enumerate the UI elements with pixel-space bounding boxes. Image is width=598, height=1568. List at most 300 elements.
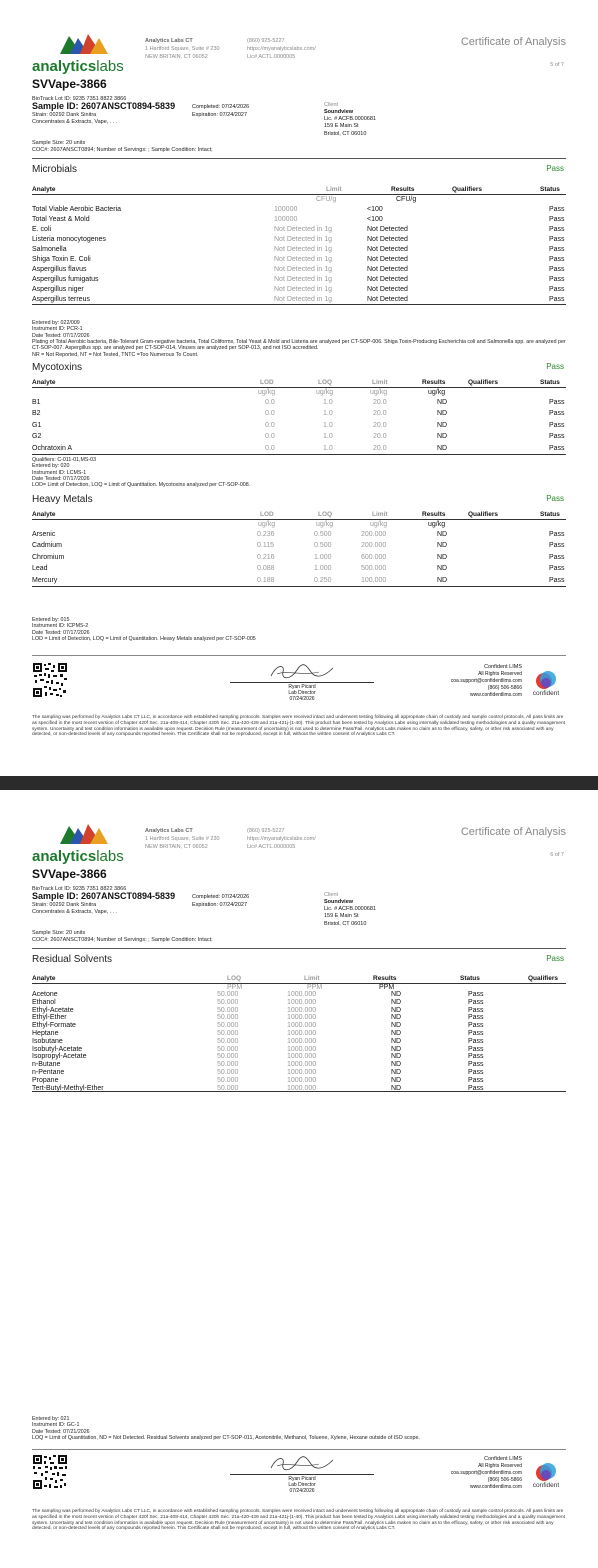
confident-name: Confident LIMS: [484, 1456, 522, 1462]
unit-results: PPM: [379, 984, 395, 991]
table-row: [32, 255, 566, 265]
cell-analyte: Ethyl-Acetate: [32, 1006, 74, 1014]
client-info: [324, 102, 376, 138]
cell-limit: 1000.000: [287, 998, 317, 1006]
cell-lod: 0.0: [265, 421, 275, 429]
col-status: Status: [460, 975, 480, 982]
table-row: [32, 1085, 566, 1093]
cell-status: Pass: [468, 1076, 484, 1084]
cell-status: Pass: [549, 246, 565, 253]
lab-address: [145, 828, 220, 852]
note-line: Qualifiers: C-011-01,MS-03: [32, 457, 97, 463]
table-row: [32, 1007, 566, 1015]
cell-limit: Not Detected in 1g: [274, 236, 332, 243]
note-line: Entered by: 021: [32, 1416, 70, 1422]
cell-status: Pass: [549, 296, 565, 303]
signer-name: Ryan Picard: [288, 1476, 316, 1482]
section-title-residual-solvents: Residual Solvents: [32, 954, 113, 965]
table-row: [32, 1069, 566, 1077]
cell-analyte: n-Butane: [32, 1061, 61, 1069]
cell-status: Pass: [549, 216, 565, 223]
sample-dates: [192, 893, 249, 910]
signature-line: [230, 682, 374, 683]
cell-status: Pass: [549, 542, 565, 550]
client-license: Lic. # ACFB.0000681: [324, 116, 376, 123]
lab-address: [145, 38, 220, 62]
cell-status: Pass: [468, 1037, 484, 1045]
cell-limit: 1000.000: [287, 991, 317, 998]
table-row: [32, 564, 566, 575]
cell-analyte: Isopropyl-Acetate: [32, 1053, 87, 1061]
section-pass-heavy-metals: Pass: [546, 494, 564, 503]
cell-loq: 1.0: [323, 399, 333, 406]
cell-loq: 0.250: [314, 576, 332, 584]
confident-name: Confident LIMS: [484, 664, 522, 670]
cell-analyte: Arsenic: [32, 531, 56, 538]
expiration-date: Expiration: 07/24/2027: [192, 902, 248, 909]
section-pass-residual-solvents: Pass: [546, 954, 564, 963]
cell-status: Pass: [468, 1053, 484, 1061]
coc: COC#: 2607ANSCT0894; Number of Servings: ; Sample Condition: Intact;: [32, 147, 213, 153]
cell-status: Pass: [468, 991, 484, 998]
confident-logo-word: confident: [532, 1482, 560, 1489]
expiration-date: Expiration: 07/24/2027: [192, 112, 248, 119]
disclaimer: The sampling was performed by Analytics Labs CT LLC, in accordance with established sampling protocols. Samples were received intact and underwent testing following all appropriate chain of custody and sample control protocols. All pass limits are as specified in the most recent version of Chapter 420f Sec. 21a-408-414, Chapter 420h Sec. 21a-420-429 and 21a-421j-(1-40). This product has been tested by Analytics Labs using internally validated testing methodologies and a quality management system. Uncertainty and test condition information is available upon request. Decision Rule (measurement of uncertainty) is not used to determine Pass/Fail. Analytics Labs makes no claim as to the efficacy, safety, or other risk associated with any detected, or non-detected levels of any compounds reported herein. This Certificate shall not be reproduced, except in full, without the written consent of Analytics Labs CT.: [32, 715, 565, 738]
table-header: [32, 378, 566, 388]
cell-limit: 600.000: [361, 553, 387, 561]
cell-limit: Not Detected in 1g: [274, 286, 332, 293]
cell-status: Pass: [549, 565, 565, 573]
cell-loq: 50.000: [217, 1022, 239, 1030]
signature-block: [32, 1452, 566, 1502]
cell-analyte: Ethyl-Ether: [32, 1014, 67, 1022]
cell-limit: 500.000: [361, 565, 387, 573]
cell-analyte: Aspergillus fumigatus: [32, 276, 99, 283]
cell-status: Pass: [468, 998, 484, 1006]
note-line: Instrument ID: LCMS-1: [32, 469, 87, 476]
cell-result: Not Detected: [367, 266, 408, 273]
microbials-table: [32, 185, 566, 305]
col-analyte: Analyte: [32, 186, 56, 193]
confident-info: [451, 664, 522, 698]
units-row: [32, 984, 566, 991]
table-row: [32, 1077, 566, 1085]
cell-analyte: Ethyl-Formate: [32, 1022, 76, 1030]
cell-limit: 1000.000: [287, 1006, 317, 1014]
unit-limit: CFU/g: [316, 196, 337, 203]
confident-logo: [526, 670, 566, 700]
note-line: NR = Not Reported, NT = Not Tested, TNTC =Too Numerous To Count.: [32, 351, 199, 358]
cell-limit: Not Detected in 1g: [274, 266, 332, 273]
col-status: Status: [540, 511, 560, 518]
cell-lod: 0.0: [265, 410, 275, 418]
signed-date: 07/24/2026: [289, 1488, 315, 1494]
cell-status: Pass: [549, 266, 565, 273]
cell-analyte: Ochratoxin A: [32, 444, 73, 452]
section-title-mycotoxins: Mycotoxins: [32, 362, 83, 373]
cell-result: ND: [437, 444, 448, 452]
cell-analyte: B2: [32, 410, 41, 418]
cell-status: Pass: [549, 531, 565, 538]
cell-result: ND: [391, 998, 402, 1006]
cell-loq: 50.000: [217, 991, 239, 998]
table-row: [32, 225, 566, 235]
cell-status: Pass: [549, 286, 565, 293]
cell-result: ND: [391, 1037, 402, 1045]
note-line: Entered by: 022/009: [32, 320, 80, 326]
client-address1: 159 E Main St: [324, 123, 359, 130]
table-row: [32, 265, 566, 275]
cell-analyte: E. coli: [32, 226, 52, 233]
confident-web[interactable]: www.confidentlims.com: [470, 691, 522, 698]
cell-analyte: Acetone: [32, 991, 58, 998]
table-row: [32, 295, 566, 305]
table-row: [32, 1014, 566, 1022]
col-lod: LOD: [260, 511, 274, 518]
cell-result: Not Detected: [367, 296, 408, 303]
unit-loq: PPM: [227, 984, 243, 991]
table-row: [32, 1030, 566, 1038]
lab-director-signature: [230, 660, 374, 704]
note-line: Entered by: 020: [32, 463, 70, 470]
cell-analyte: Shiga Toxin E. Coli: [32, 256, 91, 263]
cell-result: <100: [367, 206, 383, 213]
cell-result: ND: [391, 1029, 402, 1037]
cell-limit: 1000.000: [287, 1061, 317, 1069]
cell-status: Pass: [468, 1022, 484, 1030]
signature-scribble-icon: [267, 662, 337, 682]
cell-result: ND: [391, 1076, 402, 1084]
lab-address-line2: NEW BRITAIN, CT 06052: [145, 53, 208, 60]
cell-limit: 1000.000: [287, 1029, 317, 1037]
cell-result: ND: [437, 553, 448, 561]
table-row: [32, 1061, 566, 1069]
cell-status: Pass: [468, 1006, 484, 1014]
confident-rights: All Rights Reserved: [478, 671, 522, 678]
cell-analyte: Total Yeast & Mold: [32, 216, 90, 223]
cell-lod: 0.188: [257, 576, 275, 584]
coc: COC#: 2607ANSCT0894; Number of Servings: ; Sample Condition: Intact;: [32, 937, 213, 943]
logo-word-light: labs: [96, 58, 124, 75]
cell-result: Not Detected: [367, 276, 408, 283]
page-separator: [0, 776, 598, 790]
cell-limit: 1000.000: [287, 1014, 317, 1022]
confident-web[interactable]: www.confidentlims.com: [470, 1483, 522, 1490]
logo-word-bold: analytics: [32, 848, 97, 865]
cell-limit: 100000: [274, 206, 298, 213]
col-qualifiers: Qualifiers: [452, 186, 482, 193]
confident-phone: (866) 506-5866: [487, 1476, 522, 1483]
lab-license: Lic# ACTL.0000005: [247, 843, 296, 850]
qr-code-icon[interactable]: [32, 662, 68, 698]
cell-analyte: Salmonella: [32, 246, 67, 253]
cell-lod: 0.0: [265, 399, 275, 406]
cell-result: ND: [437, 565, 448, 573]
table-row: [32, 1022, 566, 1030]
table-header: [32, 510, 566, 520]
unit-loq: ug/kg: [316, 389, 334, 396]
col-status: Status: [540, 379, 560, 386]
cell-loq: 1.0: [323, 444, 333, 452]
cell-status: Pass: [549, 256, 565, 263]
cell-loq: 50.000: [217, 998, 239, 1006]
logo-word-light: labs: [96, 848, 124, 865]
section-title-microbials: Microbials: [32, 164, 78, 175]
cell-loq: 1.000: [314, 553, 332, 561]
unit-results: ug/kg: [428, 389, 446, 396]
col-limit: Limit: [326, 186, 342, 193]
note-line: Date Tested: 07/17/2026: [32, 476, 90, 483]
col-limit: Limit: [304, 975, 320, 982]
col-limit: Limit: [372, 379, 388, 386]
cell-loq: 50.000: [217, 1037, 239, 1045]
confident-logo: [526, 1462, 566, 1492]
cell-limit: Not Detected in 1g: [274, 276, 332, 283]
cell-status: Pass: [549, 410, 565, 418]
col-analyte: Analyte: [32, 975, 56, 982]
unit-loq: ug/kg: [316, 521, 334, 528]
cell-result: <100: [367, 216, 383, 223]
cell-result: ND: [391, 991, 402, 998]
cell-status: Pass: [549, 206, 565, 213]
cell-loq: 50.000: [217, 1006, 239, 1014]
signer-title: Lab Director: [288, 690, 316, 696]
cell-analyte: Mercury: [32, 576, 58, 584]
cell-analyte: Isobutane: [32, 1037, 63, 1045]
cell-loq: 0.500: [314, 542, 332, 550]
cell-analyte: Lead: [32, 565, 48, 573]
cell-status: Pass: [549, 276, 565, 283]
col-loq: LOQ: [318, 511, 333, 518]
cell-loq: 50.000: [217, 1068, 239, 1076]
cell-limit: 100.000: [361, 576, 387, 584]
divider: [32, 948, 566, 949]
cell-analyte: G1: [32, 421, 42, 429]
unit-lod: ug/kg: [258, 389, 276, 396]
page-number: 5 of 7: [550, 62, 564, 68]
units-row: [32, 195, 566, 205]
sample-info: [32, 868, 566, 944]
cell-status: Pass: [549, 421, 565, 429]
note-line: Entered by: 015: [32, 617, 70, 623]
confident-email[interactable]: coa.support@confidentlims.com: [450, 678, 522, 685]
heavy-metals-table: [32, 510, 566, 587]
client-label: Client: [324, 892, 339, 898]
cell-status: Pass: [549, 236, 565, 243]
table-row: [32, 1038, 566, 1046]
lab-url[interactable]: https://myanalyticslabs.com/: [247, 45, 316, 52]
lab-address-line2: NEW BRITAIN, CT 06052: [145, 843, 208, 850]
sample-size: Sample Size: 20 units: [32, 140, 86, 146]
lab-director-signature: [230, 1452, 374, 1496]
product-name: SVVape-3866: [32, 77, 107, 91]
cell-loq: 50.000: [217, 1045, 239, 1053]
note-line: LOQ = Limit of Quantitation, ND = Not Detected. Residual Solvents analyzed per CT-SOP-011, Acetonitrile, Methanol, Toluene, Xylene, Hexane outside of ISO scope.: [32, 1435, 420, 1442]
coa-page-6: [0, 790, 598, 1568]
col-limit: Limit: [372, 511, 388, 518]
cell-result: ND: [437, 433, 448, 441]
confident-info: [451, 1456, 522, 1490]
col-results: Results: [391, 186, 415, 193]
cell-loq: 50.000: [217, 1014, 239, 1022]
category: Concentrates & Extracts, Vape, . . .: [32, 909, 118, 915]
unit-limit: ug/kg: [370, 521, 388, 528]
cell-result: ND: [437, 421, 448, 429]
cell-limit: 1000.000: [287, 1076, 317, 1084]
col-results: Results: [422, 511, 446, 518]
table-row: [32, 205, 566, 215]
microbials-notes: [32, 320, 566, 358]
cell-analyte: Aspergillus flavus: [32, 266, 87, 273]
table-row: [32, 576, 566, 587]
cell-limit: 20.0: [373, 433, 387, 441]
cell-limit: 1000.000: [287, 1022, 317, 1030]
units-row: [32, 388, 566, 398]
cell-result: Not Detected: [367, 246, 408, 253]
lab-address-line1: 1 Hartford Square, Suite # 230: [145, 835, 220, 842]
doc-title: Certificate of Analysis: [460, 36, 566, 48]
heavy-metals-notes: [32, 617, 566, 642]
page-header: [32, 30, 566, 74]
lab-contact: [247, 38, 316, 62]
units-row: [32, 520, 566, 530]
client-name: Soundview: [324, 899, 354, 906]
cell-limit: 20.0: [373, 421, 387, 429]
qr-code-icon[interactable]: [32, 1454, 68, 1490]
cell-analyte: n-Pentane: [32, 1068, 65, 1076]
cell-loq: 1.000: [314, 565, 332, 573]
cell-result: ND: [437, 576, 448, 584]
cell-result: ND: [391, 1068, 402, 1076]
cell-status: Pass: [549, 553, 565, 561]
logo-word-bold: analytics: [32, 58, 97, 75]
table-row: [32, 285, 566, 295]
completed-date: Completed: 07/24/2026: [192, 894, 250, 900]
signed-date: 07/24/2026: [289, 696, 315, 702]
cell-loq: 50.000: [217, 1084, 239, 1092]
client-name: Soundview: [324, 109, 354, 116]
cell-limit: Not Detected in 1g: [274, 296, 332, 303]
cell-loq: 1.0: [323, 433, 333, 441]
unit-limit: ug/kg: [370, 389, 388, 396]
cell-loq: 50.000: [217, 1061, 239, 1069]
mycotoxins-notes: [32, 457, 566, 489]
analytics-labs-logo: [32, 32, 142, 74]
biotrack-id: BioTrack Lot ID: 9235 7351 8822 3866: [32, 96, 127, 102]
col-qualifiers: Qualifiers: [468, 511, 498, 518]
lab-url[interactable]: https://myanalyticslabs.com/: [247, 835, 316, 842]
sample-dates: [192, 103, 249, 120]
cell-limit: 20.0: [373, 410, 387, 418]
table-row: [32, 235, 566, 245]
note-line: LOD= Limit of Detection, LOQ = Limit of Quantitation. Mycotoxins analyzed per CT-SOP-008.: [32, 482, 251, 489]
cell-limit: 1000.000: [287, 1053, 317, 1061]
cell-limit: Not Detected in 1g: [274, 256, 332, 263]
unit-lod: ug/kg: [258, 521, 276, 528]
lab-contact: [247, 828, 316, 852]
signature-scribble-icon: [267, 1454, 337, 1474]
col-analyte: Analyte: [32, 511, 56, 518]
table-row: [32, 541, 566, 552]
confident-logo-icon: [535, 1462, 557, 1482]
table-row: [32, 444, 566, 455]
note-line: LOD = Limit of Detection, LOQ = Limit of Quantitation. Heavy Metals analyzed per CT-SOP-005: [32, 636, 256, 643]
cell-analyte: Listeria monocytogenes: [32, 236, 106, 243]
divider: [32, 655, 566, 656]
confident-email[interactable]: coa.support@confidentlims.com: [450, 1470, 522, 1477]
cell-result: ND: [391, 1045, 402, 1053]
client-address2: Bristol, CT 06010: [324, 130, 367, 137]
table-row: [32, 409, 566, 420]
doc-title: Certificate of Analysis: [460, 826, 566, 838]
cell-result: ND: [391, 1014, 402, 1022]
cell-result: ND: [391, 1006, 402, 1014]
confident-rights: All Rights Reserved: [478, 1463, 522, 1470]
table-header: [32, 185, 566, 195]
cell-result: ND: [437, 399, 448, 406]
cell-result: ND: [391, 1084, 402, 1092]
divider: [32, 158, 566, 159]
cell-analyte: Total Viable Aerobic Bacteria: [32, 206, 121, 213]
cell-status: Pass: [468, 1029, 484, 1037]
lab-phone: (860) 925-5227: [247, 38, 285, 44]
table-row: [32, 999, 566, 1007]
cell-loq: 50.000: [217, 1076, 239, 1084]
completed-date: Completed: 07/24/2026: [192, 104, 250, 110]
note-line: Instrument ID: GC-1: [32, 1422, 80, 1429]
cell-limit: 20.0: [373, 444, 387, 452]
col-analyte: Analyte: [32, 379, 56, 386]
note-line: Instrument ID: ICPMS-2: [32, 623, 89, 630]
note-line: Date Tested: 07/17/2026: [32, 629, 90, 636]
cell-status: Pass: [549, 576, 565, 584]
table-row: [32, 275, 566, 285]
cell-status: Pass: [549, 433, 565, 441]
cell-result: ND: [437, 531, 448, 538]
table-row: [32, 530, 566, 541]
cell-loq: 1.0: [323, 421, 333, 429]
col-lod: LOD: [260, 379, 274, 386]
cell-limit: Not Detected in 1g: [274, 226, 332, 233]
table-row: [32, 432, 566, 443]
table-row: [32, 398, 566, 409]
client-info: [324, 892, 376, 928]
col-loq: LOQ: [227, 975, 242, 982]
cell-lod: 0.0: [265, 433, 275, 441]
page-header: [32, 820, 566, 864]
cell-status: Pass: [549, 399, 565, 406]
lab-address-line1: 1 Hartford Square, Suite # 230: [145, 45, 220, 52]
cell-status: Pass: [549, 226, 565, 233]
cell-limit: 200.000: [361, 531, 387, 538]
page-number: 6 of 7: [550, 852, 564, 858]
table-row: [32, 1046, 566, 1054]
table-row: [32, 215, 566, 225]
residual-solvents-notes: [32, 1416, 566, 1441]
cell-lod: 0.0: [265, 444, 275, 452]
col-results: Results: [422, 379, 446, 386]
table-header: [32, 974, 566, 984]
analytics-labs-logo: [32, 822, 142, 864]
unit-results: CFU/g: [396, 196, 417, 203]
table-row: [32, 553, 566, 564]
cell-result: ND: [391, 1022, 402, 1030]
cell-lod: 0.088: [257, 565, 275, 573]
mycotoxins-table: [32, 378, 566, 455]
signer-title: Lab Director: [288, 1482, 316, 1488]
cell-analyte: Aspergillus niger: [32, 286, 84, 293]
cell-loq: 50.000: [217, 1029, 239, 1037]
